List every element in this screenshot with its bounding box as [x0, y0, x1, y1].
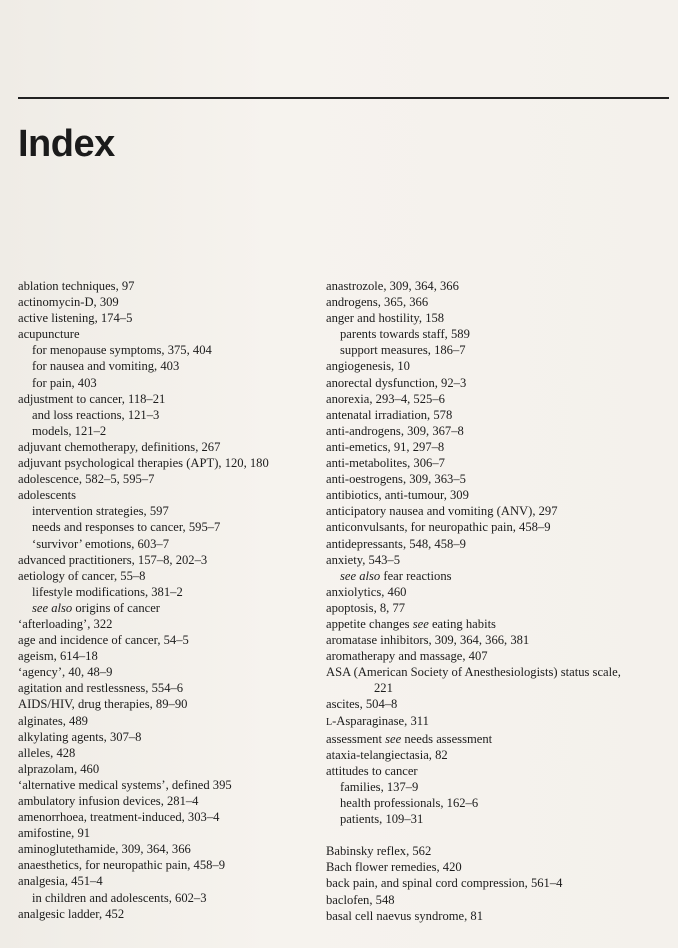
index-column-right [326, 278, 646, 924]
index-subentry: lifestyle modifications, 381–2 [32, 584, 183, 599]
index-entry: active listening, 174–5 [18, 311, 133, 326]
index-entry: apoptosis, 8, 77 [326, 600, 406, 615]
index-entry: anxiolytics, 460 [326, 584, 407, 599]
index-subentry: needs and responses to cancer, 595–7 [32, 520, 221, 535]
index-entry: ablation techniques, 97 [18, 279, 135, 293]
index-subentry: ‘survivor’ emotions, 603–7 [32, 536, 169, 551]
index-entry: alkylating agents, 307–8 [18, 729, 142, 744]
index-entry: age and incidence of cancer, 54–5 [18, 633, 189, 648]
index-entry: aminoglutethamide, 309, 364, 366 [18, 842, 191, 857]
index-entry: alginates, 489 [18, 713, 88, 728]
index-entry: anti-emetics, 91, 297–8 [326, 439, 445, 454]
index-entry: agitation and restlessness, 554–6 [18, 681, 184, 696]
index-column-left [18, 278, 318, 922]
index-subentry: for menopause symptoms, 375, 404 [32, 343, 212, 358]
index-entry: AIDS/HIV, drug therapies, 89–90 [18, 697, 188, 712]
index-entry: ambulatory infusion devices, 281–4 [18, 794, 199, 808]
index-entry: appetite changes see eating habits [326, 616, 496, 631]
index-entry: ataxia-telangiectasia, 82 [326, 747, 448, 762]
index-entry: adolescence, 582–5, 595–7 [18, 472, 155, 487]
index-entry: antenatal irradiation, 578 [326, 407, 453, 422]
index-entry: ‘afterloading’, 322 [18, 616, 113, 631]
index-entry: assessment see needs assessment [326, 731, 493, 746]
index-entry: alleles, 428 [18, 745, 76, 760]
index-entry: ASA (American Society of Anesthesiologists) status scale, [326, 665, 621, 680]
index-entry: Bach flower remedies, 420 [326, 860, 462, 875]
index-entry: adjustment to cancer, 118–21 [18, 391, 166, 406]
section-gap [326, 827, 646, 843]
index-subentry: intervention strategies, 597 [32, 504, 169, 519]
index-entry: anxiety, 543–5 [326, 552, 401, 567]
index-entry: anti-metabolites, 306–7 [326, 456, 445, 471]
index-entry: anger and hostility, 158 [326, 311, 445, 326]
index-entry: back pain, and spinal cord compression, 561–4 [326, 876, 563, 891]
index-entry: Babinsky reflex, 562 [326, 844, 432, 859]
index-entry: anorectal dysfunction, 92–3 [326, 375, 467, 390]
index-entry: anastrozole, 309, 364, 366 [326, 279, 459, 293]
index-entry: aetiology of cancer, 55–8 [18, 568, 146, 583]
index-entry: baclofen, 548 [326, 892, 395, 907]
index-subentry: in children and adolescents, 602–3 [32, 890, 207, 905]
index-entry: anaesthetics, for neuropathic pain, 458–9 [18, 858, 226, 873]
index-subentry: support measures, 186–7 [340, 343, 466, 358]
index-entry: adjuvant chemotherapy, definitions, 267 [18, 439, 221, 454]
index-subentry: health professionals, 162–6 [340, 796, 479, 810]
index-entry: anti-androgens, 309, 367–8 [326, 423, 464, 438]
index-entry: ageism, 614–18 [18, 649, 98, 664]
index-entry: acupuncture [18, 327, 80, 342]
index-entry: analgesic ladder, 452 [18, 906, 125, 921]
index-entry: adolescents [18, 488, 77, 503]
index-entry: ‘alternative medical systems’, defined 395 [18, 777, 232, 792]
index-entry: angiogenesis, 10 [326, 359, 410, 374]
index-entry: ‘agency’, 40, 48–9 [18, 665, 113, 680]
index-entry: anorexia, 293–4, 525–6 [326, 391, 445, 406]
index-entry: anticonvulsants, for neuropathic pain, 458–9 [326, 520, 551, 535]
index-entry: adjuvant psychological therapies (APT), 120, 180 [18, 456, 269, 471]
index-entry: androgens, 365, 366 [326, 295, 429, 310]
index-subentry: families, 137–9 [340, 779, 419, 794]
index-entry: antibiotics, anti-tumour, 309 [326, 488, 469, 503]
index-subentry: models, 121–2 [32, 423, 107, 438]
index-entry: aromatherapy and massage, 407 [326, 649, 488, 664]
index-entry: anticipatory nausea and vomiting (ANV), 297 [326, 504, 558, 519]
index-entry: alprazolam, 460 [18, 761, 100, 776]
index-subentry: for pain, 403 [32, 375, 97, 390]
index-subentry: and loss reactions, 121–3 [32, 407, 160, 422]
index-subentry: see also fear reactions [340, 568, 452, 583]
index-subentry: 221 [374, 681, 393, 696]
index-entry: antidepressants, 548, 458–9 [326, 536, 466, 551]
index-subentry: for nausea and vomiting, 403 [32, 359, 180, 374]
index-subentry: see also origins of cancer [32, 600, 160, 615]
header-rule [18, 97, 669, 99]
index-subentry: patients, 109–31 [340, 812, 424, 827]
index-entry: analgesia, 451–4 [18, 874, 103, 889]
index-entry: L-Asparaginase, 311 [326, 713, 429, 728]
index-subentry: parents towards staff, 589 [340, 327, 470, 342]
index-entry: actinomycin-D, 309 [18, 295, 119, 310]
index-entry: amenorrhoea, treatment-induced, 303–4 [18, 810, 220, 825]
page-title: Index [18, 123, 115, 165]
index-entry: anti-oestrogens, 309, 363–5 [326, 472, 466, 487]
index-entry: advanced practitioners, 157–8, 202–3 [18, 552, 208, 567]
index-entry: basal cell naevus syndrome, 81 [326, 908, 484, 923]
index-entry: amifostine, 91 [18, 826, 91, 841]
index-entry: ascites, 504–8 [326, 697, 398, 712]
index-entry: attitudes to cancer [326, 763, 418, 778]
index-entry: aromatase inhibitors, 309, 364, 366, 381 [326, 633, 530, 648]
